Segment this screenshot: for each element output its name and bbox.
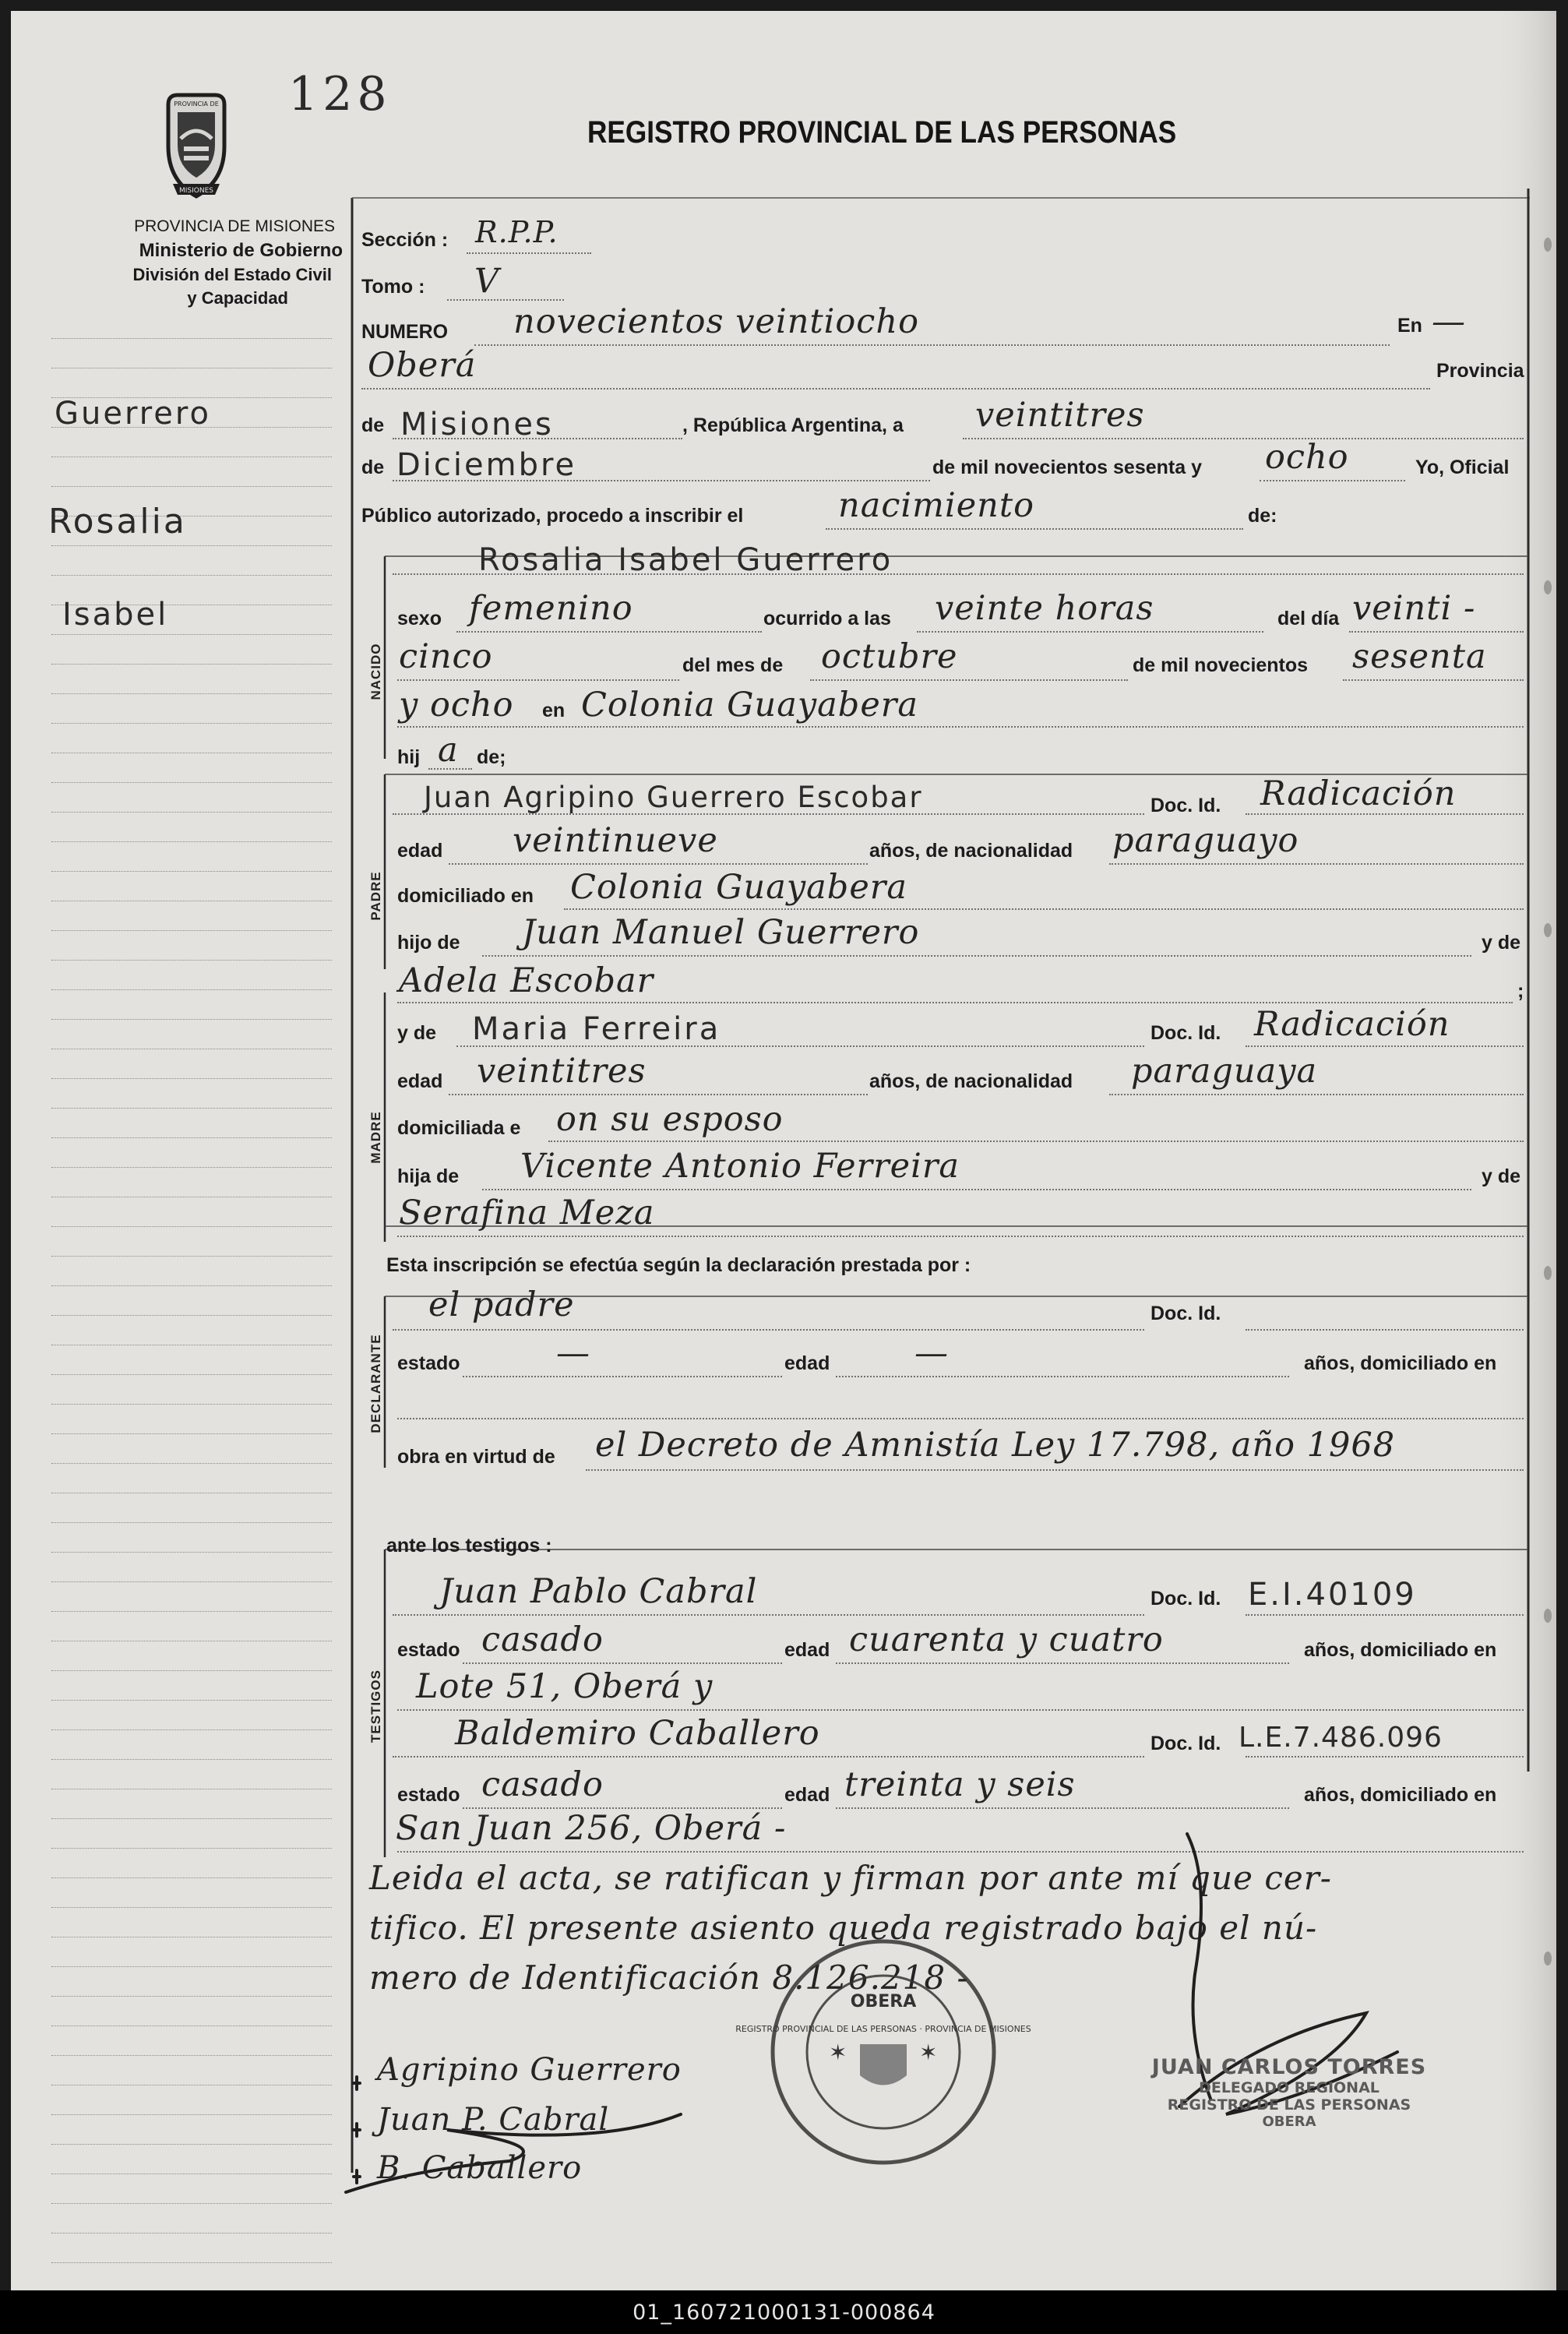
svg-text:PROVINCIA DE: PROVINCIA DE: [174, 100, 219, 108]
svg-text:✶: ✶: [919, 2040, 938, 2064]
field-madre-doc: Radicación: [1254, 1005, 1450, 1044]
label-esta-inscripcion: Esta inscripción se efectúa según la declaración prestada por :: [386, 1254, 971, 1276]
field-anio-nac-2: y ocho: [399, 686, 514, 725]
label-madre-nacionalidad: años, de nacionalidad: [869, 1070, 1073, 1092]
label-hij: hij: [397, 746, 421, 768]
label-de-provincia: de: [361, 414, 385, 436]
field-mes-nac: octubre: [821, 637, 958, 676]
label-padre-hijo-de: hijo de: [397, 932, 460, 954]
signature-testigo-2: B. Caballero: [377, 2150, 583, 2186]
label-declarante-doc: Doc. Id.: [1150, 1303, 1221, 1324]
label-ante-testigos: ante los testigos :: [386, 1535, 552, 1557]
svg-text:REGISTRO PROVINCIAL DE LAS PER: REGISTRO PROVINCIAL DE LAS PERSONAS · PROVINCIA DE MISIONES: [735, 2024, 1031, 2034]
label-en: En: [1397, 315, 1422, 337]
label-madre-y-de: y de: [1482, 1165, 1521, 1187]
label-republica: , República Argentina, a: [682, 414, 904, 436]
field-abuela-materna: Serafina Meza: [399, 1193, 655, 1232]
label-testigo1-estado: estado: [397, 1639, 460, 1661]
signature-padre: Agripino Guerrero: [377, 2052, 682, 2088]
field-tomo: V: [474, 262, 500, 301]
label-mil-sesenta: de mil novecientos sesenta y: [932, 457, 1202, 478]
section-label-declarante: DECLARANTE: [368, 1334, 383, 1433]
label-ocurrido: ocurrido a las: [763, 608, 891, 629]
label-semicolon: ;: [1517, 980, 1524, 1002]
field-anio-nac-1: sesenta: [1352, 637, 1487, 676]
official-role: DELEGADO REGIONAL: [1199, 2079, 1379, 2096]
field-testigo2-domicilio: San Juan 256, Oberá -: [396, 1809, 787, 1848]
label-declarante-domicilio: años, domiciliado en: [1304, 1352, 1497, 1374]
field-hijo-sufijo: a: [438, 731, 459, 770]
field-testigo1-nombre: Juan Pablo Cabral: [439, 1572, 758, 1611]
section-label-madre: MADRE: [368, 1111, 383, 1164]
closing-line-2: tifico. El presente asiento queda registrado bajo el nú-: [369, 1909, 1318, 1947]
image-filename-footer: 01_160721000131-000864: [0, 2290, 1568, 2334]
field-testigo2-nombre: Baldemiro Caballero: [455, 1714, 820, 1753]
svg-text:MISIONES: MISIONES: [178, 187, 214, 195]
issuer-line-4: y Capacidad: [187, 288, 288, 308]
field-madre-nacionalidad: paraguaya: [1131, 1052, 1318, 1091]
label-publico: Público autorizado, procedo a inscribir el: [361, 505, 744, 527]
field-madre-edad: veintitres: [477, 1052, 647, 1091]
official-name: JUAN CARLOS TORRES: [1151, 2055, 1427, 2079]
label-testigo2-domicilio: años, domiciliado en: [1304, 1784, 1497, 1806]
label-testigo1-domicilio: años, domiciliado en: [1304, 1639, 1497, 1661]
label-madre-doc: Doc. Id.: [1150, 1022, 1221, 1044]
field-anio: ocho: [1265, 438, 1349, 477]
field-declarante-edad: —: [914, 1334, 949, 1373]
field-dia-nac-1: veinti -: [1352, 589, 1476, 628]
issuer-line-3: División del Estado Civil: [132, 265, 332, 284]
label-testigo1-doc: Doc. Id.: [1150, 1588, 1221, 1609]
field-horas: veinte horas: [935, 589, 1154, 628]
field-lugar-nac: Colonia Guayabera: [581, 686, 918, 725]
label-yo-oficial: Yo, Oficial: [1415, 457, 1510, 478]
field-declarante-estado: —: [556, 1334, 590, 1373]
label-declarante-edad: edad: [784, 1352, 830, 1374]
closing-line-1: Leida el acta, se ratifican y firman por ante mí que cer-: [369, 1859, 1332, 1897]
field-testigo2-doc: L.E.7.486.096: [1239, 1722, 1443, 1754]
label-madre-domicilio: domiciliada e: [397, 1117, 521, 1139]
field-padre-nombre: Juan Agripino Guerrero Escobar: [424, 781, 923, 814]
field-mes: Diciembre: [396, 447, 577, 483]
section-label-padre: PADRE: [368, 871, 383, 921]
field-abuela-paterna: Adela Escobar: [399, 961, 654, 1000]
label-padre-domicilio: domiciliado en: [397, 885, 534, 907]
field-padre-edad: veintinueve: [513, 821, 718, 860]
field-padre-nacionalidad: paraguayo: [1112, 821, 1299, 860]
page-title: REGISTRO PROVINCIAL DE LAS PERSONAS: [587, 115, 1177, 150]
label-en-lugar: en: [542, 700, 566, 721]
field-tipo: nacimiento: [838, 486, 1035, 525]
document-page: [11, 11, 1556, 2290]
label-de-mes: de: [361, 457, 385, 478]
section-label-testigos: TESTIGOS: [368, 1669, 383, 1743]
field-testigo1-doc: E.I.40109: [1248, 1577, 1417, 1613]
label-madre-edad: edad: [397, 1070, 443, 1092]
label-madre-y-de: y de: [397, 1022, 437, 1044]
field-declarante-nombre: el padre: [428, 1285, 575, 1324]
field-obra: el Decreto de Amnistía Ley 17.798, año 1968: [595, 1426, 1396, 1465]
label-padre-y-de: y de: [1482, 932, 1521, 954]
label-tomo: Tomo :: [361, 276, 425, 298]
document-number: 128: [288, 67, 392, 122]
label-de-colon: de:: [1248, 505, 1277, 527]
label-padre-nacionalidad: años, de nacionalidad: [869, 840, 1073, 862]
margin-surname: Guerrero: [55, 396, 211, 432]
field-testigo2-edad: treinta y seis: [844, 1765, 1076, 1804]
label-padre-doc: Doc. Id.: [1150, 795, 1221, 816]
field-dia: veintitres: [975, 396, 1145, 435]
field-testigo1-edad: cuarenta y cuatro: [849, 1620, 1164, 1659]
field-madre-nombre: Maria Ferreira: [472, 1011, 721, 1047]
official-stamp: [1106, 2055, 1472, 2130]
field-madre-domicilio: on su esposo: [556, 1100, 784, 1139]
field-nombre-nacido: Rosalia Isabel Guerrero: [478, 542, 893, 578]
field-padre-domicilio: Colonia Guayabera: [570, 868, 907, 907]
field-lugar: Oberá: [368, 346, 477, 385]
label-declarante-estado: estado: [397, 1352, 460, 1374]
field-testigo1-domicilio: Lote 51, Oberá y: [416, 1667, 714, 1706]
margin-middle-name: Isabel: [62, 597, 169, 633]
field-abuelo-materno: Vicente Antonio Ferreira: [520, 1147, 960, 1186]
issuer-line-1: PROVINCIA DE MISIONES: [134, 217, 335, 235]
label-testigo1-edad: edad: [784, 1639, 830, 1661]
field-abuelo-paterno: Juan Manuel Guerrero: [522, 913, 920, 952]
signature-testigo-1: Juan P. Cabral: [377, 2102, 610, 2138]
field-padre-doc: Radicación: [1260, 774, 1457, 813]
field-testigo2-estado: casado: [481, 1765, 604, 1804]
label-testigo2-doc: Doc. Id.: [1150, 1733, 1221, 1754]
label-del-mes: del mes de: [682, 654, 784, 676]
label-testigo2-edad: edad: [784, 1784, 830, 1806]
official-city: OBERA: [1262, 2114, 1316, 2130]
label-sexo: sexo: [397, 608, 442, 629]
field-sexo: femenino: [469, 589, 633, 628]
label-obra: obra en virtud de: [397, 1446, 555, 1468]
label-padre-edad: edad: [397, 840, 443, 862]
margin-first-name: Rosalia: [48, 502, 187, 541]
field-dia-nac-2: cinco: [399, 637, 493, 676]
field-seccion: R.P.P.: [475, 215, 558, 249]
label-numero: NUMERO: [361, 321, 449, 343]
official-office: REGISTRO DE LAS PERSONAS: [1167, 2096, 1411, 2114]
label-del-dia: del día: [1277, 608, 1340, 629]
svg-text:OBERA: OBERA: [850, 1992, 917, 2011]
label-seccion: Sección :: [361, 229, 449, 251]
field-numero: novecientos veintiocho: [513, 302, 919, 341]
issuer-line-2: Ministerio de Gobierno: [139, 240, 343, 261]
label-madre-hija-de: hija de: [397, 1165, 460, 1187]
closing-line-3: mero de Identificación 8.126.218 -: [369, 1959, 969, 1997]
field-en: —: [1432, 302, 1466, 341]
field-provincia: Misiones: [400, 407, 554, 442]
round-stamp-icon: [735, 1935, 1031, 2169]
label-provincia: Provincia: [1436, 360, 1524, 382]
field-testigo1-estado: casado: [481, 1620, 604, 1659]
label-mil-novecientos: de mil novecientos: [1133, 654, 1309, 676]
label-testigo2-estado: estado: [397, 1784, 460, 1806]
label-de-semicolon: de;: [477, 746, 506, 768]
svg-text:✶: ✶: [829, 2040, 847, 2064]
section-label-nacido: NACIDO: [368, 643, 383, 700]
